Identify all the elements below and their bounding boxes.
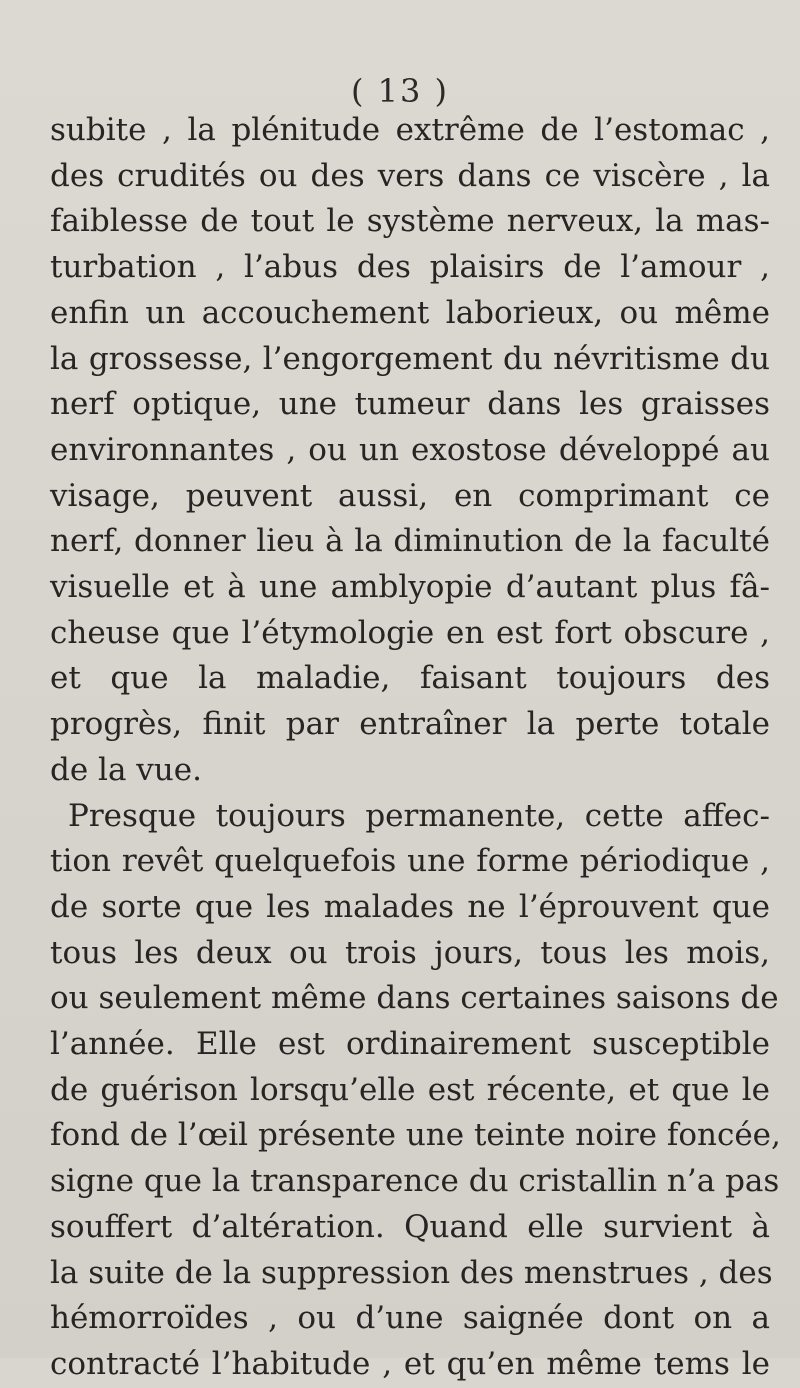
body-text xyxy=(50,108,781,1388)
text-line: faiblesse de tout le système nerveux, la mas- xyxy=(50,203,770,240)
text-line: souffert d’altération. Quand elle survient à xyxy=(50,1208,770,1245)
text-line: Presque toujours permanente, cette affec- xyxy=(68,797,770,834)
text-line: nerf, donner lieu à la diminution de la faculté xyxy=(50,523,770,560)
text-line: turbation , l’abus des plaisirs de l’amour , xyxy=(50,249,770,286)
text-line: la suite de la suppression des menstrues , des xyxy=(50,1254,773,1291)
text-line: hémorroïdes , ou d’une saignée dont on a xyxy=(50,1300,770,1337)
text-line: cheuse que l’étymologie en est fort obscure , xyxy=(50,614,770,651)
text-line: signe que la transparence du cristallin n’a pas xyxy=(50,1163,780,1200)
text-line: visuelle et à une amblyopie d’autant plus fâ- xyxy=(50,569,770,606)
text-line: ou seulement même dans certaines saisons de xyxy=(50,980,779,1017)
text-line: nerf optique, une tumeur dans les graisses xyxy=(50,386,770,423)
text-line: environnantes , ou un exostose développé au xyxy=(50,431,770,468)
text-line: contracté l’habitude , et qu’en même tems le xyxy=(50,1345,770,1382)
text-line: fond de l’œil présente une teinte noire foncée, xyxy=(50,1117,781,1154)
text-line: l’année. Elle est ordinairement susceptible xyxy=(50,1026,770,1063)
text-line: visage, peuvent aussi, en comprimant ce xyxy=(50,477,770,514)
text-line: des crudités ou des vers dans ce viscère , la xyxy=(50,157,770,194)
text-line: de sorte que les malades ne l’éprouvent que xyxy=(50,888,770,925)
text-line: la grossesse, l’engorgement du névritisme du xyxy=(50,340,770,377)
text-line: tous les deux ou trois jours, tous les mois, xyxy=(50,934,770,971)
text-line: enfin un accouchement laborieux, ou même xyxy=(50,294,770,331)
text-line: tion revêt quelquefois une forme périodique , xyxy=(50,843,770,880)
text-line: subite , la plénitude extrême de l’estomac , xyxy=(50,112,770,148)
page-number: ( 13 ) xyxy=(350,72,450,110)
text-line: de guérison lorsqu’elle est récente, et que le xyxy=(50,1071,770,1108)
text-line: progrès, finit par entraîner la perte totale xyxy=(50,706,770,743)
text-line: et que la maladie, faisant toujours des xyxy=(50,660,770,697)
text-line: de la vue. xyxy=(50,751,202,788)
